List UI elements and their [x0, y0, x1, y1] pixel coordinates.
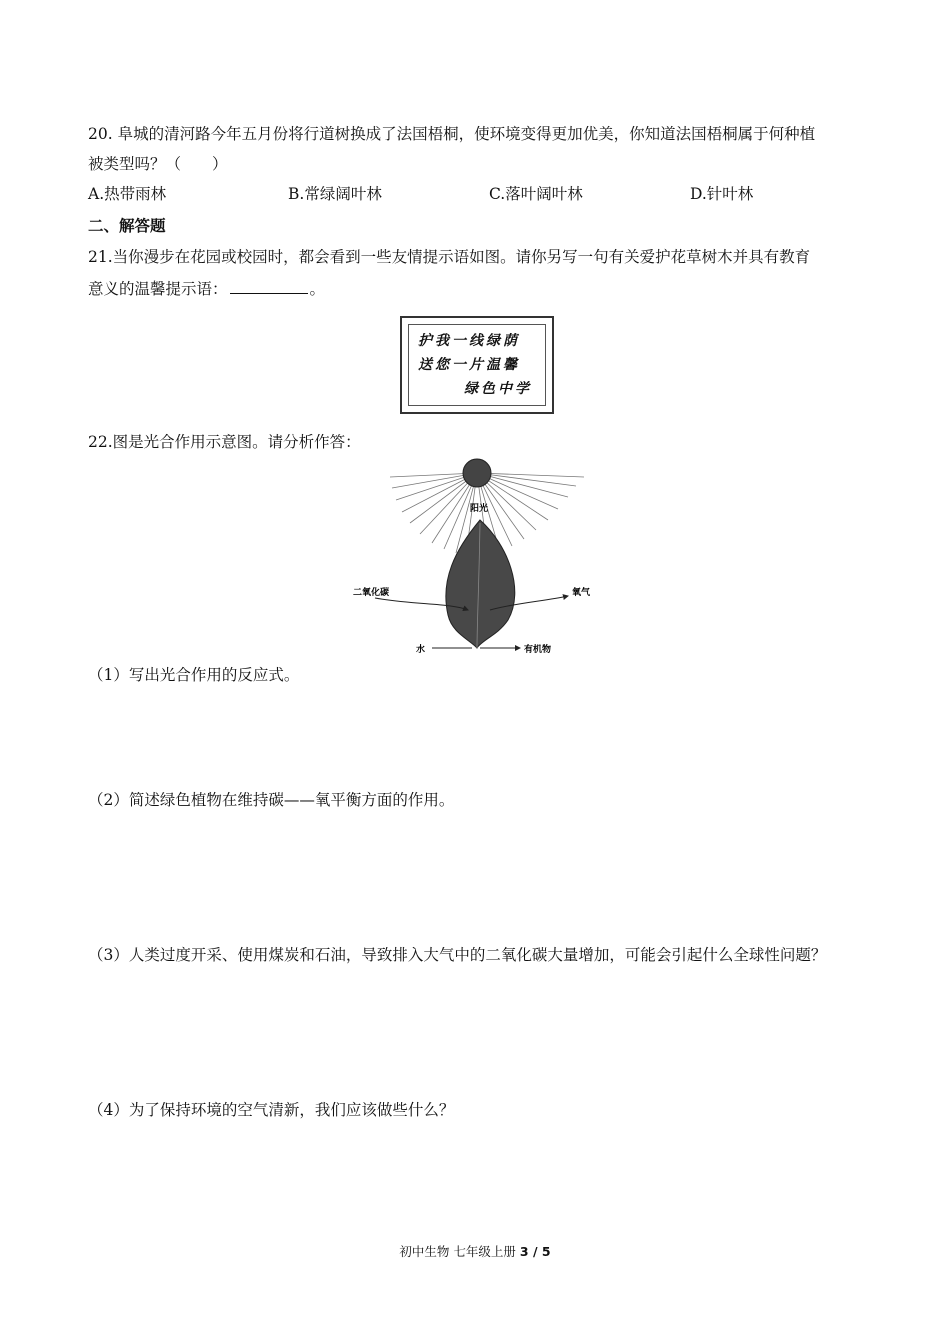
label-organic: 有机物	[524, 645, 552, 655]
q21-prompt-label: 意义的温馨提示语：	[88, 280, 228, 298]
page-footer	[0, 1242, 950, 1260]
q22-sub-1: （1）写出光合作用的反应式。	[88, 666, 300, 684]
q20-option-d: D.针叶林	[690, 185, 754, 203]
reminder-sign-figure	[400, 316, 554, 414]
q22-sub-3: （3）人类过度开采、使用煤炭和石油，导致排入大气中的二氧化碳大量增加，可能会引起什么全球性问题？	[88, 946, 827, 964]
q21-stem-line2	[88, 277, 325, 299]
q21-stem-line1: 21.当你漫步在花园或校园时，都会看到一些友情提示语如图。请你另写一句有关爱护花草树木并具有教育	[88, 248, 811, 266]
q20-option-b: B.常绿阔叶林	[288, 185, 382, 203]
sun-icon	[463, 459, 491, 487]
label-water: 水	[416, 645, 426, 655]
photosynthesis-diagram	[340, 455, 610, 660]
sign-line-2: 送您一片温馨	[418, 357, 520, 373]
q21-answer-blank[interactable]	[230, 279, 308, 294]
q20-stem-line1: 20. 阜城的清河路今年五月份将行道树换成了法国梧桐，使环境变得更加优美，你知道法国梧桐属于何种植	[88, 125, 816, 143]
footer-page-number: 3 / 5	[519, 1244, 551, 1259]
q20-option-a: A.热带雨林	[88, 185, 167, 203]
footer-subject: 初中生物 七年级上册	[399, 1244, 516, 1259]
q22-sub-2: （2）简述绿色植物在维持碳——氧平衡方面的作用。	[88, 791, 455, 809]
label-sunlight: 阳光	[470, 504, 489, 514]
sign-line-1: 护我一线绿荫	[418, 333, 520, 349]
q22-stem: 22.图是光合作用示意图。请分析作答：	[88, 433, 361, 451]
sign-line-3: 绿色中学	[464, 381, 532, 397]
q20-option-c: C.落叶阔叶林	[489, 185, 583, 203]
label-co2: 二氧化碳	[353, 588, 390, 598]
q21-period: 。	[309, 280, 326, 298]
leaf-shape	[446, 520, 515, 648]
section-heading: 二、解答题	[88, 217, 166, 235]
q22-sub-4: （4）为了保持环境的空气清新，我们应该做些什么？	[88, 1101, 455, 1119]
q20-stem-line2: 被类型吗？（ ）	[88, 155, 228, 173]
label-o2: 氧气	[572, 588, 591, 598]
